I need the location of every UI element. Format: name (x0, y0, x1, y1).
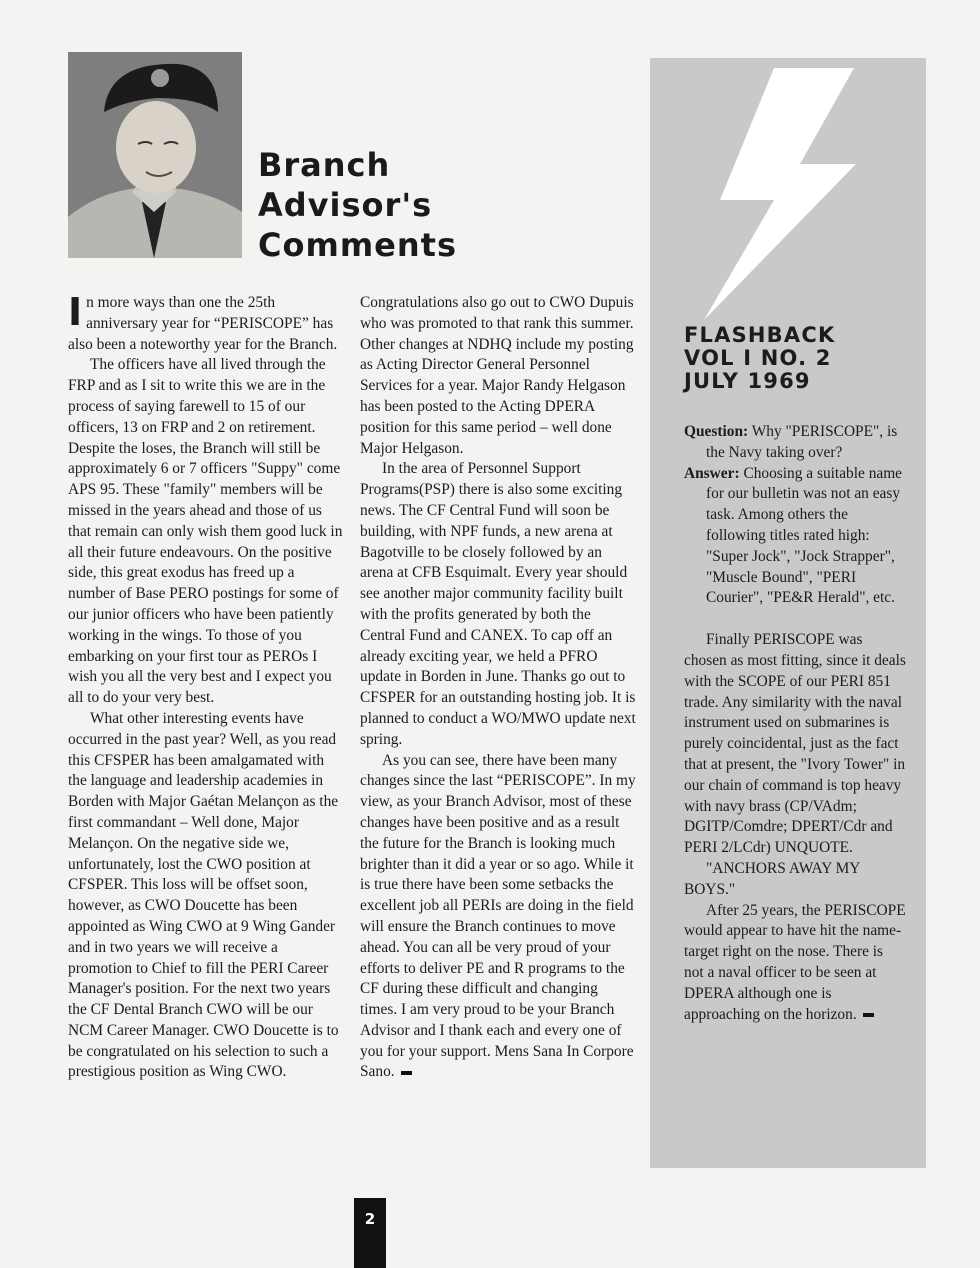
answer: Answer: Choosing a suitable name for our bulletin was not an easy task. Among others the following titles rated high: "Super Jock", "Jock Strapper", "Muscle Bound", "PERI Courier", "PE&R Herald", etc. (684, 464, 903, 607)
page-number: 2 (354, 1198, 386, 1268)
lightning-bolt-icon (692, 68, 862, 320)
paragraph: As you can see, there have been many changes since the last “PERISCOPE”. In my view, as your Branch Advisor, most of these changes have been positive and as a result the future for the Branch is looking much brighter than it did a year or so ago. While it is true there have been some setbacks the excellent job all PERIs are doing in the field will ensure the Branch continues to move ahead. You can all be very proud of your efforts to deliver PE and R programs to the CF during these difficult and changing times. I am very proud to be your Branch Advisor and I thank each and every one of you for your support. Mens Sana In Corpore Sano. (360, 751, 636, 1081)
flashback-paragraph: Finally PERISCOPE was chosen as most fitting, since it deals with the SCOPE of our PERI 851 trade. Any similarity with the naval instrument used on submarines is purely coincidental, just as the fact that at present, the "Ivory Tower" in our chain of command is top heavy with navy brass (CP/VAdm; DGITP/Comdre; DPERT/Cdr and PERI 2/LCdr) UNQUOTE. (684, 631, 906, 857)
paragraph: The officers have all lived through the FRP and as I sit to write this we are in the process of saying farewell to 15 of our officers, 13 on FRP and 2 on retirement. Despite the loses, the Branch will still be approximately 6 or 7 officers "Suppy" come APS 95. These "family" members will be missed in the years ahead and those of us that remain can only wish them good luck in all their future endeavours. On the positive side, this great exodus has freed up a number of Base PERO postings for some of our junior officers who have been patiently working in the wings. To those of you embarking on your first tour as PEROs I wish you all the very best and I expect you all to do your very best. (68, 356, 343, 707)
paragraph: In more ways than one the 25th anniversary year for “PERISCOPE” has also been a noteworthy year for the Branch. (68, 290, 338, 353)
article-column-1 (68, 290, 344, 1083)
question: Question: Why "PERISCOPE", is the Navy taking over? (684, 423, 898, 461)
flashback-title-line-2: VOL I NO. 2 (684, 346, 832, 370)
title-line-3: Comments (258, 226, 457, 264)
end-mark-icon (401, 1071, 412, 1075)
flashback-paragraph: After 25 years, the PERISCOPE would appear to have hit the name-target right on the nose. There is not a naval officer to be seen at DPERA although one is approaching on the horizon. (684, 901, 906, 1023)
flashback-title (684, 324, 914, 393)
question-label: Question: (684, 423, 749, 440)
article-title (258, 145, 518, 265)
flashback-paragraph: "ANCHORS AWAY MY BOYS." (684, 859, 860, 898)
end-mark-icon (863, 1013, 874, 1017)
flashback-title-line-3: JULY 1969 (684, 369, 811, 393)
title-line-2: Advisor's (258, 186, 433, 224)
flashback-body (684, 422, 906, 1025)
drop-cap: I (68, 290, 83, 334)
branch-advisor-photo (68, 52, 242, 258)
paragraph: What other interesting events have occurred in the past year? Well, as you read this CFSPER has been amalgamated with the language and leadership academies in Borden with Major Gaétan Melançon as the first commandant – Well done, Major Melançon. On the negative side we, unfortunately, lost the CWO position at CFSPER. This loss will be offset soon, however, as CWO Doucette has been appointed as Wing CWO at 9 Wing Gander and in two years we will receive a promotion to Chief to fill the PERI Career Manager's position. For the next two years the CF Dental Branch CWO will be our NCM Career Manager. CWO Doucette is to be congratulated on his selection to such a prestigious position as Wing CWO. (68, 709, 339, 1081)
flashback-title-line-1: FLASHBACK (684, 323, 836, 347)
paragraph: Congratulations also go out to CWO Dupuis who was promoted to that rank this summer. Other changes at NDHQ include my posting as Acting Director General Personnel Services for a year. Major Randy Helgason has been posted to the Acting DPERA position for this same period – well done Major Helgason. (360, 294, 634, 457)
spacer (684, 609, 906, 630)
portrait-illustration (68, 52, 242, 258)
paragraph: In the area of Personnel Support Programs(PSP) there is also some exciting news. The CF Central Fund will soon be building, with NPF funds, a new arena at Bagotville to be closely followed by an arena at CFB Esquimalt. Every year should see another major community facility built with the profits generated by both the Central Fund and CANEX. To cap off an already exciting year, we held a PFRO update in Borden in June. Thanks go out to CFSPER for an outstanding hosting job. It is planned to conduct a WO/MWO update next spring. (360, 460, 636, 748)
answer-label: Answer: (684, 464, 740, 482)
title-line-1: Branch (258, 146, 391, 184)
article-column-2 (360, 293, 636, 1083)
